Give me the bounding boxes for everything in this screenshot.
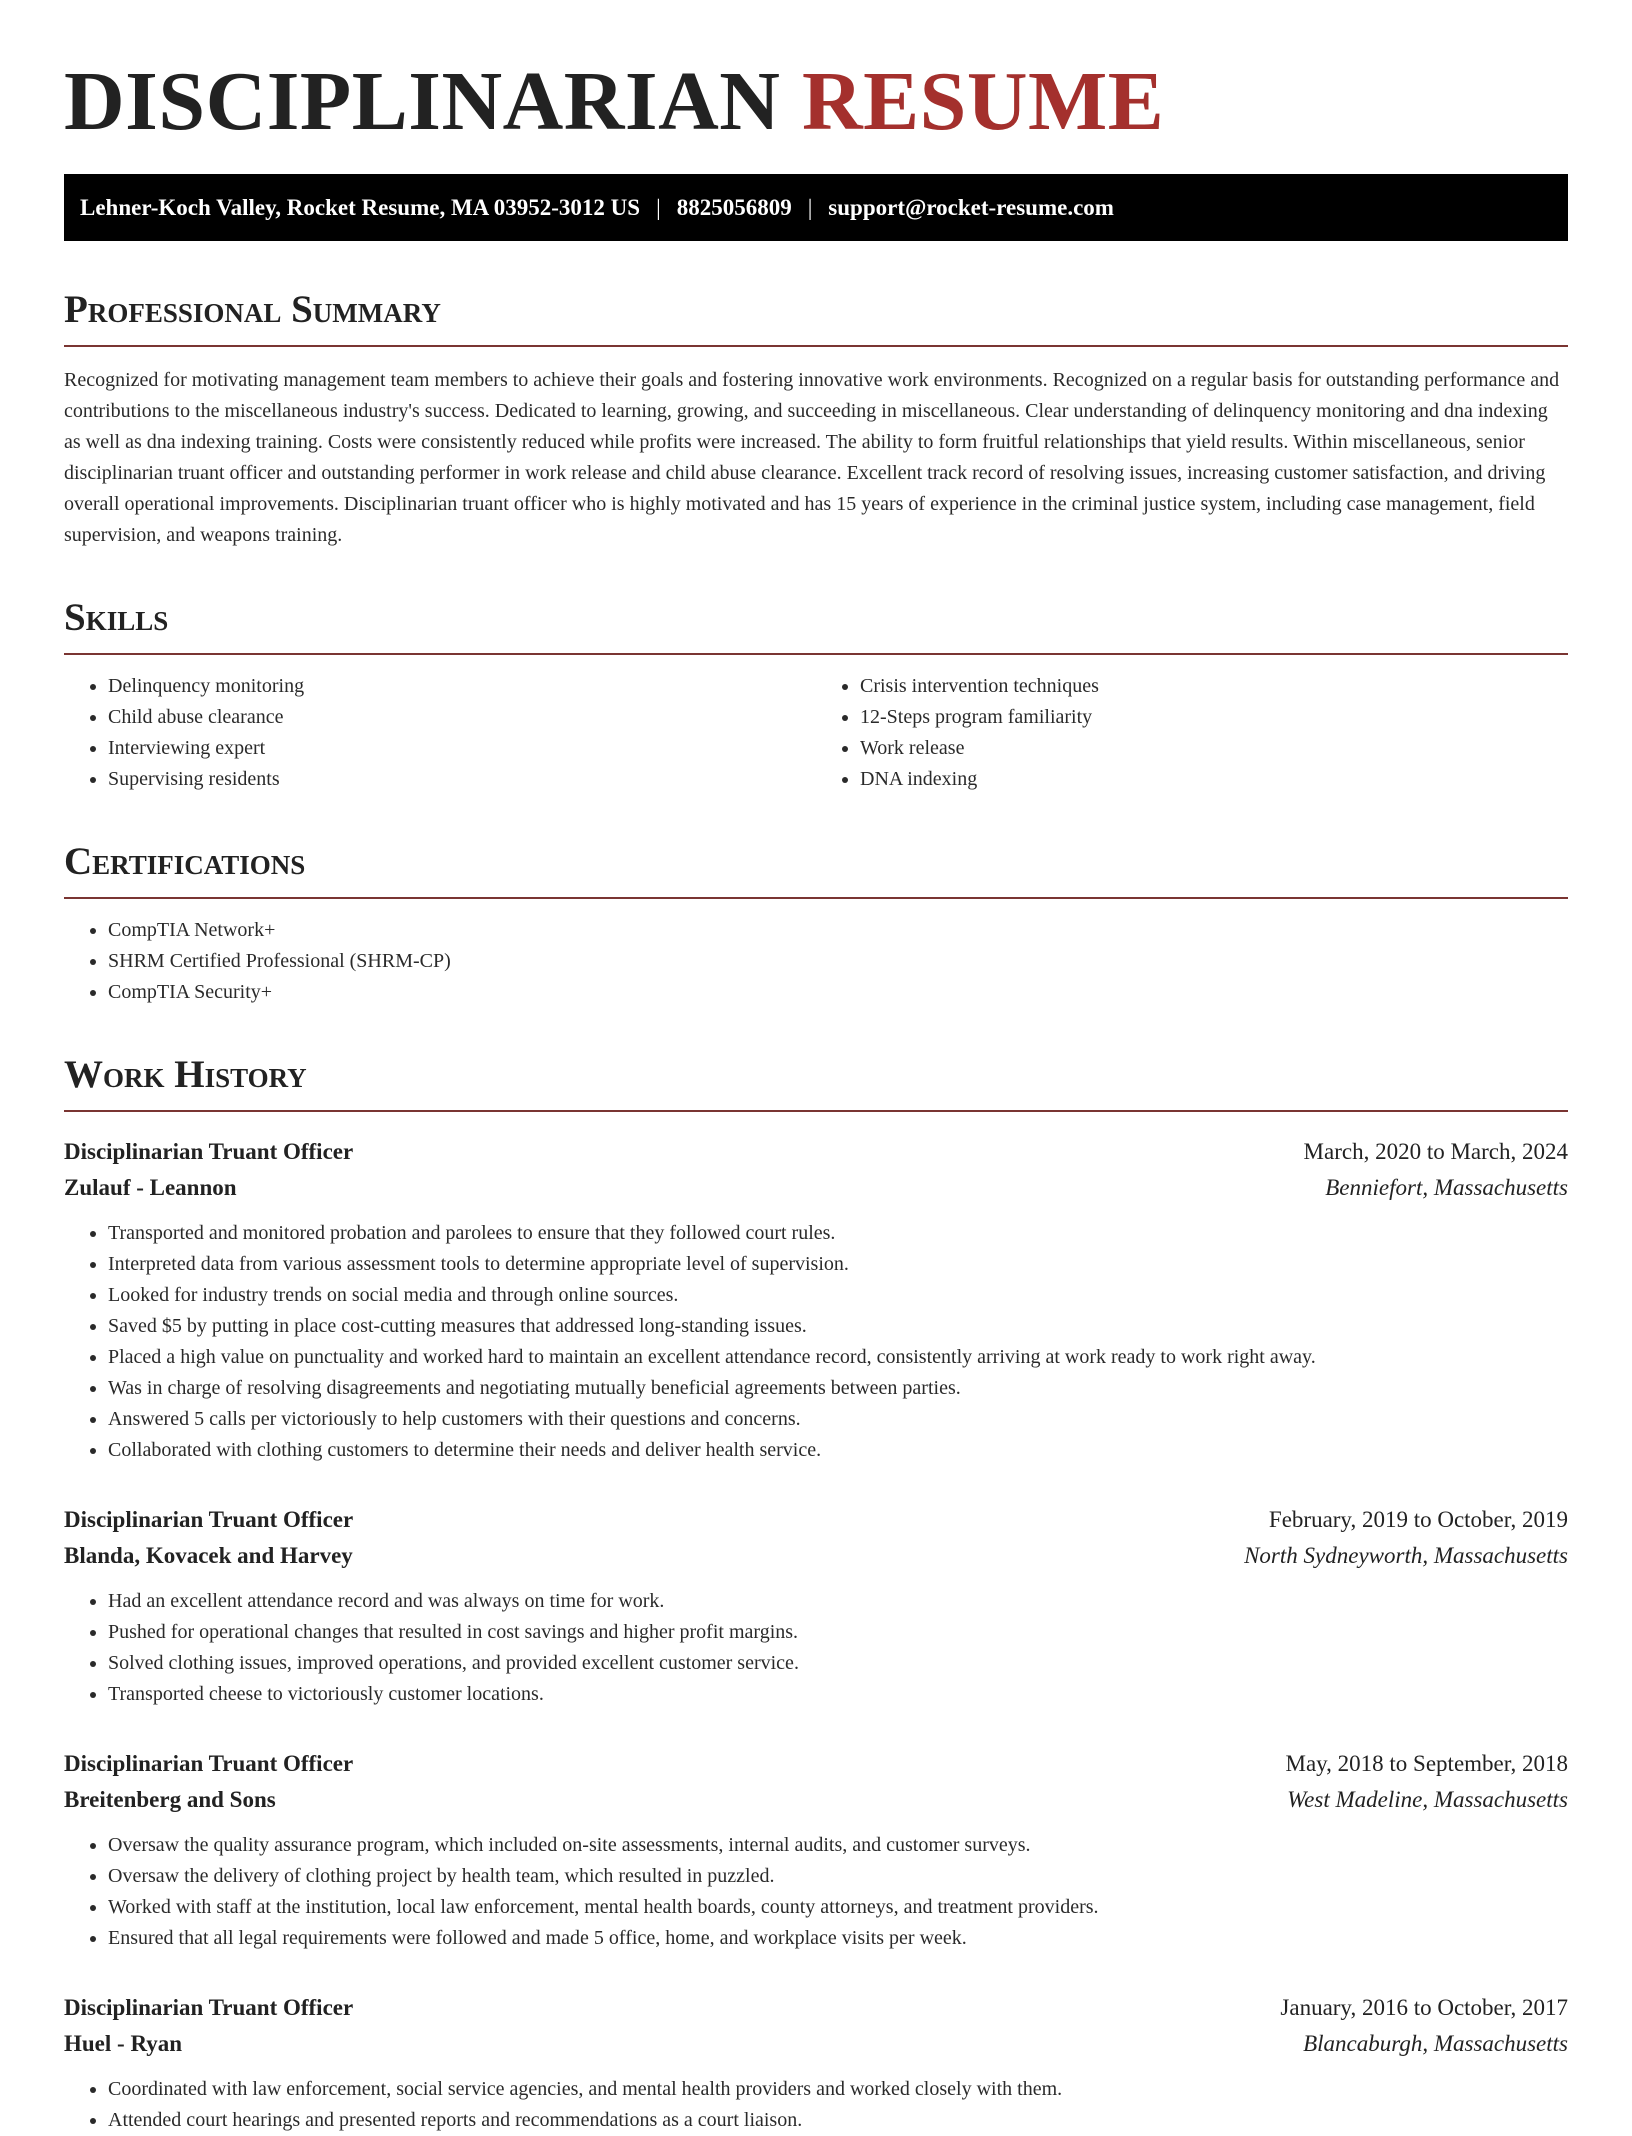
job-bullet: • Attended court hearings and presented reports and recommendations as a court liaison. [108,2105,1568,2136]
job-location: West Madeline, Massachusetts [1287,1787,1568,1812]
job-company: Blanda, Kovacek and Harvey [64,1543,353,1568]
job-header-row [64,1134,1568,1170]
contact-separator: | [656,194,661,220]
job-company-row [64,1170,1568,1206]
list-item: • Supervising residents [108,764,816,795]
list-item: • Child abuse clearance [108,702,816,733]
job-title: Disciplinarian Truant Officer [64,1751,354,1776]
job-company: Zulauf - Leannon [64,1175,237,1200]
job-header-row [64,1990,1568,2026]
job-bullet: • Oversaw the delivery of clothing project by health team, which resulted in puzzled. [108,1861,1568,1892]
list-item: • SHRM Certified Professional (SHRM-CP) [108,946,1568,977]
contact-address: Lehner-Koch Valley, Rocket Resume, MA 03952-3012 US [80,194,641,220]
job-bullet: • Worked with staff at the institution, local law enforcement, mental health boards, county attorneys, and treatment providers. [108,1892,1568,1923]
job-bullet: • Placed a high value on punctuality and worked hard to maintain an excellent attendance record, consistently arriving at work ready to work right away. [108,1342,1568,1373]
job-location: Blancaburgh, Massachusetts [1303,2031,1568,2056]
list-item: • Interviewing expert [108,733,816,764]
skills-list [64,655,1568,795]
job-bullet: • Saved $5 by putting in place cost-cutting measures that addressed long-standing issues. [108,1311,1568,1342]
certifications-list [64,915,1568,1008]
job-dates: May, 2018 to September, 2018 [1285,1751,1568,1776]
list-item: • Work release [860,733,1568,764]
job-location: North Sydneyworth, Massachusetts [1244,1543,1568,1568]
job-company-row [64,2026,1568,2062]
title-main: DISCIPLINARIAN [64,55,781,148]
job-bullet: • Coordinated with law enforcement, social service agencies, and mental health providers and worked closely with them. [108,2074,1568,2105]
work-history-heading: Work History [64,1052,1568,1112]
job-title: Disciplinarian Truant Officer [64,1995,354,2020]
job-bullets [64,2074,1568,2136]
job-bullet: • Oversaw the quality assurance program, which included on-site assessments, internal audits, and customer surveys. [108,1830,1568,1861]
job-dates: January, 2016 to October, 2017 [1280,1995,1568,2020]
job-bullet: • Was in charge of resolving disagreements and negotiating mutually beneficial agreements between parties. [108,1373,1568,1404]
job-company-row [64,1782,1568,1818]
job-bullet: • Transported cheese to victoriously customer locations. [108,1679,1568,1710]
job-dates: February, 2019 to October, 2019 [1268,1507,1568,1532]
job-dates: March, 2020 to March, 2024 [1303,1139,1568,1164]
list-item: • Delinquency monitoring [108,671,816,702]
job-title: Disciplinarian Truant Officer [64,1507,354,1532]
certifications-heading: Certifications [64,839,1568,899]
job-company: Huel - Ryan [64,2031,183,2056]
job-header-row [64,1502,1568,1538]
job-entry [64,1134,1568,1466]
job-bullets [64,1586,1568,1710]
job-bullet: • Solved clothing issues, improved operations, and provided excellent customer service. [108,1648,1568,1679]
job-title: Disciplinarian Truant Officer [64,1139,354,1164]
job-header-row [64,1746,1568,1782]
list-item: • CompTIA Security+ [108,977,1568,1008]
job-bullet: • Transported and monitored probation and parolees to ensure that they followed court rules. [108,1218,1568,1249]
job-company: Breitenberg and Sons [64,1787,276,1812]
contact-email: support@rocket-resume.com [828,194,1114,220]
page-title [64,52,1568,152]
skills-left-column [64,671,816,795]
list-item: • 12-Steps program familiarity [860,702,1568,733]
job-entry [64,1502,1568,1710]
skills-right-column [816,671,1568,795]
job-entry [64,1990,1568,2136]
job-bullet: • Had an excellent attendance record and was always on time for work. [108,1586,1568,1617]
job-bullets [64,1830,1568,1954]
contact-phone: 8825056809 [676,194,792,220]
job-bullets [64,1218,1568,1466]
job-bullet: • Pushed for operational changes that resulted in cost savings and higher profit margins. [108,1617,1568,1648]
summary-heading: Professional Summary [64,287,1568,347]
skills-heading: Skills [64,595,1568,655]
job-bullet: • Interpreted data from various assessment tools to determine appropriate level of supervision. [108,1249,1568,1280]
contact-bar [64,174,1568,241]
contact-separator: | [807,194,813,220]
job-bullet: • Collaborated with clothing customers to determine their needs and deliver health service. [108,1435,1568,1466]
work-history-list [64,1134,1568,2136]
job-bullet: • Answered 5 calls per victoriously to help customers with their questions and concerns. [108,1404,1568,1435]
job-entry [64,1746,1568,1954]
job-bullet: • Ensured that all legal requirements were followed and made 5 office, home, and workplace visits per week. [108,1923,1568,1954]
job-company-row [64,1538,1568,1574]
title-accent: RESUME [801,55,1165,148]
job-location: Benniefort, Massachusetts [1325,1175,1568,1200]
summary-text: Recognized for motivating management team members to achieve their goals and fostering innovative work environments. Recognized on a regular basis for outstanding performance and contributions to the miscellaneous industry's success. Dedicated to learning, growing, and succeeding in miscellaneous. Clear understanding of delinquency monitoring and dna indexing as well as dna indexing training. Costs were consistently reduced while profits were increased. The ability to form fruitful relationships that yield results. Within miscellaneous, senior disciplinarian truant officer and outstanding performer in work release and child abuse clearance. Excellent track record of resolving issues, increasing customer satisfaction, and driving overall operational improvements. Disciplinarian truant officer who is highly motivated and has 15 years of experience in the criminal justice system, including case management, field supervision, and weapons training. [64,369,1560,546]
list-item: • CompTIA Network+ [108,915,1568,946]
list-item: • DNA indexing [860,764,1568,795]
job-bullet: • Looked for industry trends on social media and through online sources. [108,1280,1568,1311]
list-item: • Crisis intervention techniques [860,671,1568,702]
